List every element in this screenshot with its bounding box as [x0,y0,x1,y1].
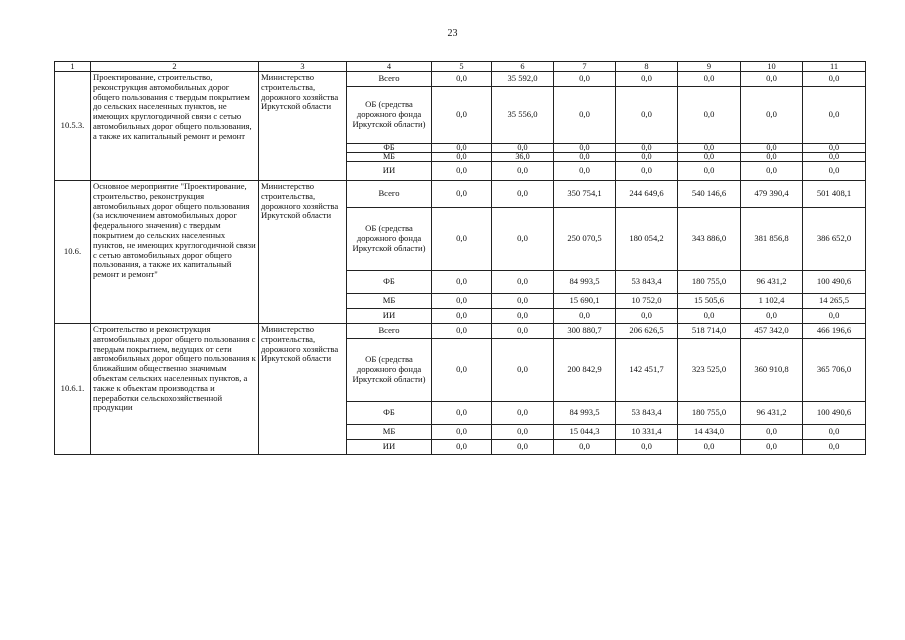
value-cell: 0,0 [492,324,554,339]
value-cell: 15 690,1 [554,294,616,309]
value-cell: 0,0 [616,162,678,181]
value-cell: 0,0 [678,72,741,87]
funding-source: ИИ [347,440,432,455]
value-cell: 0,0 [492,440,554,455]
value-cell: 14 265,5 [803,294,866,309]
header-row [55,62,866,72]
value-cell: 0,0 [492,162,554,181]
item-code: 10.5.3. [55,72,91,181]
value-cell: 0,0 [492,339,554,402]
value-cell: 250 070,5 [554,208,616,271]
column-header: 11 [803,62,866,72]
value-cell: 350 754,1 [554,181,616,208]
value-cell: 0,0 [432,208,492,271]
value-cell: 0,0 [492,144,554,153]
funding-source: МБ [347,425,432,440]
column-header: 1 [55,62,91,72]
value-cell: 1 102,4 [741,294,803,309]
value-cell: 381 856,8 [741,208,803,271]
column-header: 10 [741,62,803,72]
value-cell: 0,0 [554,440,616,455]
column-header: 6 [492,62,554,72]
value-cell: 0,0 [803,440,866,455]
value-cell: 360 910,8 [741,339,803,402]
value-cell: 180 755,0 [678,271,741,294]
value-cell: 0,0 [678,144,741,153]
value-cell: 0,0 [432,153,492,162]
value-cell: 0,0 [432,72,492,87]
budget-table [54,61,866,455]
value-cell: 180 054,2 [616,208,678,271]
value-cell: 84 993,5 [554,271,616,294]
value-cell: 0,0 [432,181,492,208]
value-cell: 15 044,3 [554,425,616,440]
value-cell: 200 842,9 [554,339,616,402]
item-executor: Министерство строительства, дорожного хозяйства Иркутской области [259,72,347,181]
table-row [55,72,866,87]
value-cell: 0,0 [616,153,678,162]
value-cell: 0,0 [432,294,492,309]
value-cell: 0,0 [554,162,616,181]
value-cell: 0,0 [432,425,492,440]
value-cell: 84 993,5 [554,402,616,425]
funding-source: ИИ [347,162,432,181]
value-cell: 0,0 [803,309,866,324]
value-cell: 0,0 [803,72,866,87]
item-name: Строительство и реконструкция автомобильных дорог общего пользования с твердым покрытием, ведущих от сети автомобильных дорог общего пользования к ближайшим общественно значимым объектам сельских населенных пунктов, а также к объектам производства и переработки сельскохозяйственной продукции [91,324,259,455]
value-cell: 36,0 [492,153,554,162]
item-name: Основное мероприятие "Проектирование, строительство, реконструкция автомобильных дорог общего пользования (за исключением автомобильных дорог федерального значения) с твердым покрытием до сельских населенных пунктов, не имеющих круглогодичной связи с сетью автомобильных дорог общего пользования, а также их капитальный ремонт и ремонт" [91,181,259,324]
column-header: 3 [259,62,347,72]
value-cell: 35 592,0 [492,72,554,87]
value-cell: 0,0 [741,153,803,162]
value-cell: 53 843,4 [616,271,678,294]
value-cell: 0,0 [741,144,803,153]
value-cell: 479 390,4 [741,181,803,208]
column-header: 5 [432,62,492,72]
value-cell: 0,0 [432,309,492,324]
value-cell: 35 556,0 [492,87,554,144]
value-cell: 0,0 [492,402,554,425]
funding-source: ФБ [347,144,432,153]
value-cell: 457 342,0 [741,324,803,339]
value-cell: 206 626,5 [616,324,678,339]
value-cell: 0,0 [432,324,492,339]
value-cell: 0,0 [616,440,678,455]
value-cell: 0,0 [741,425,803,440]
value-cell: 386 652,0 [803,208,866,271]
value-cell: 0,0 [492,425,554,440]
item-executor: Министерство строительства, дорожного хозяйства Иркутской области [259,181,347,324]
value-cell: 0,0 [616,309,678,324]
funding-source: ОБ (средства дорожного фонда Иркутской области) [347,87,432,144]
table-row [55,324,866,339]
value-cell: 540 146,6 [678,181,741,208]
value-cell: 0,0 [554,144,616,153]
value-cell: 53 843,4 [616,402,678,425]
item-executor: Министерство строительства, дорожного хозяйства Иркутской области [259,324,347,455]
value-cell: 323 525,0 [678,339,741,402]
value-cell: 10 331,4 [616,425,678,440]
value-cell: 0,0 [432,339,492,402]
value-cell: 0,0 [492,294,554,309]
value-cell: 501 408,1 [803,181,866,208]
value-cell: 0,0 [616,144,678,153]
funding-source: МБ [347,294,432,309]
value-cell: 0,0 [492,271,554,294]
item-code: 10.6.1. [55,324,91,455]
value-cell: 365 706,0 [803,339,866,402]
value-cell: 0,0 [616,87,678,144]
column-header: 8 [616,62,678,72]
value-cell: 466 196,6 [803,324,866,339]
value-cell: 0,0 [432,87,492,144]
value-cell: 0,0 [741,87,803,144]
column-header: 4 [347,62,432,72]
value-cell: 15 505,6 [678,294,741,309]
value-cell: 96 431,2 [741,402,803,425]
value-cell: 343 886,0 [678,208,741,271]
value-cell: 0,0 [803,153,866,162]
item-name: Проектирование, строительство, реконструкция автомобильных дорог общего пользования с твердым покрытием до сельских населенных пунктов, не имеющих круглогодичной связи с сетью автомобильных дорог общего пользования, а также их капитальный ремонт и ремонт [91,72,259,181]
value-cell: 10 752,0 [616,294,678,309]
value-cell: 100 490,6 [803,402,866,425]
page-number: 23 [447,28,458,39]
value-cell: 0,0 [678,153,741,162]
value-cell: 0,0 [741,440,803,455]
value-cell: 0,0 [803,162,866,181]
value-cell: 0,0 [741,162,803,181]
column-header: 9 [678,62,741,72]
value-cell: 0,0 [803,425,866,440]
funding-source: Всего [347,324,432,339]
funding-source: ОБ (средства дорожного фонда Иркутской области) [347,339,432,402]
funding-source: Всего [347,181,432,208]
value-cell: 0,0 [492,208,554,271]
column-header: 2 [91,62,259,72]
value-cell: 244 649,6 [616,181,678,208]
value-cell: 0,0 [678,87,741,144]
value-cell: 0,0 [554,87,616,144]
table-row [55,181,866,208]
value-cell: 0,0 [432,440,492,455]
value-cell: 0,0 [554,153,616,162]
value-cell: 0,0 [678,309,741,324]
value-cell: 0,0 [432,162,492,181]
value-cell: 0,0 [741,72,803,87]
value-cell: 0,0 [803,144,866,153]
value-cell: 300 880,7 [554,324,616,339]
value-cell: 0,0 [492,181,554,208]
funding-source: ФБ [347,402,432,425]
funding-source: МБ [347,153,432,162]
value-cell: 0,0 [492,309,554,324]
value-cell: 0,0 [741,309,803,324]
value-cell: 96 431,2 [741,271,803,294]
value-cell: 100 490,6 [803,271,866,294]
value-cell: 0,0 [554,309,616,324]
value-cell: 0,0 [678,162,741,181]
funding-source: Всего [347,72,432,87]
value-cell: 180 755,0 [678,402,741,425]
funding-source: ФБ [347,271,432,294]
value-cell: 0,0 [432,144,492,153]
value-cell: 0,0 [616,72,678,87]
item-code: 10.6. [55,181,91,324]
value-cell: 0,0 [678,440,741,455]
value-cell: 14 434,0 [678,425,741,440]
column-header: 7 [554,62,616,72]
value-cell: 518 714,0 [678,324,741,339]
value-cell: 142 451,7 [616,339,678,402]
funding-source: ОБ (средства дорожного фонда Иркутской области) [347,208,432,271]
value-cell: 0,0 [554,72,616,87]
funding-source: ИИ [347,309,432,324]
value-cell: 0,0 [432,402,492,425]
value-cell: 0,0 [803,87,866,144]
value-cell: 0,0 [432,271,492,294]
